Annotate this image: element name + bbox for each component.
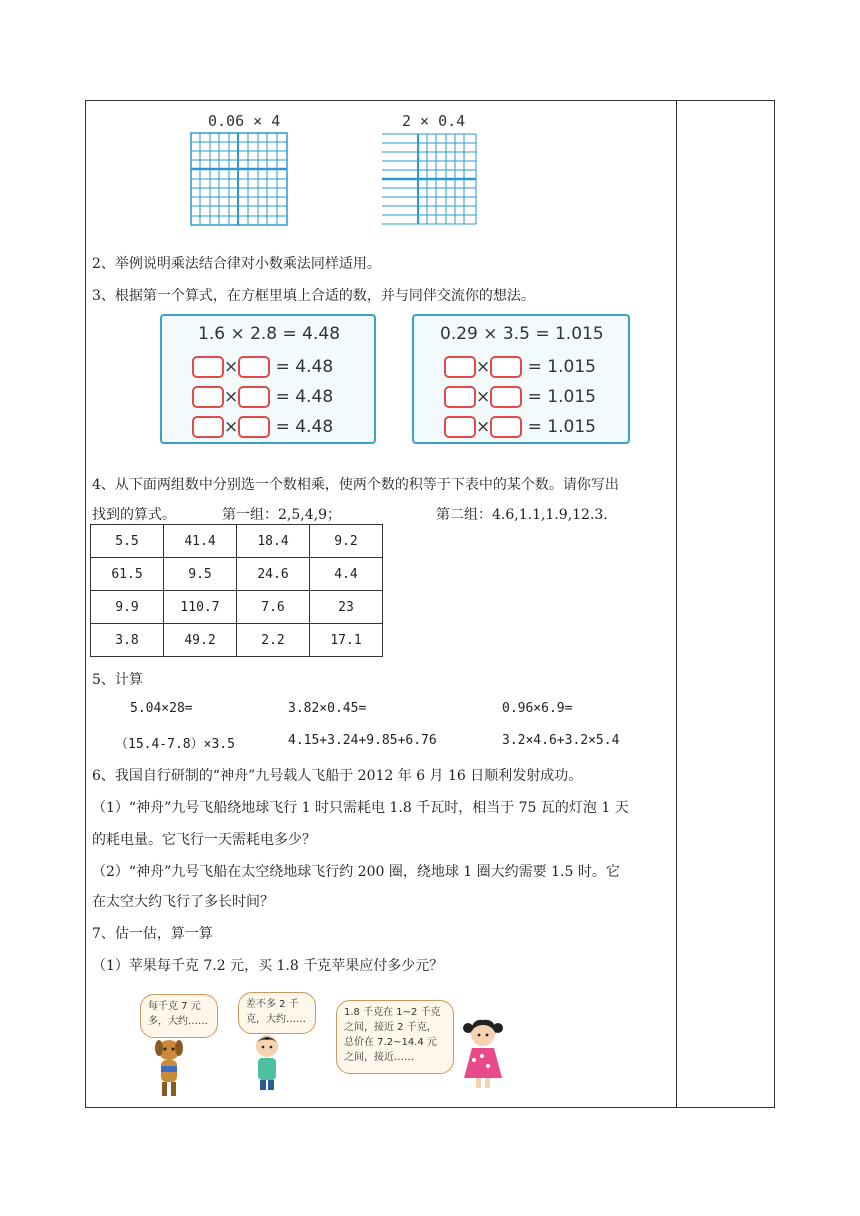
- equation-result: = 4.48: [275, 417, 334, 437]
- equation-result: = 1.015: [527, 357, 596, 377]
- table-cell: 18.4: [237, 525, 310, 558]
- table-cell: 61.5: [91, 558, 164, 591]
- times-sign: ×: [224, 387, 239, 407]
- times-sign: ×: [224, 417, 239, 437]
- calc-item: 3.2×4.6+3.2×5.4: [502, 733, 620, 748]
- answer-box[interactable]: [444, 386, 476, 408]
- answer-box[interactable]: [238, 356, 270, 378]
- equation-row: [414, 416, 658, 438]
- calc-item: 4.15+3.24+9.85+6.76: [288, 733, 437, 748]
- times-sign: ×: [476, 387, 491, 407]
- question-6-1-line1: （1）“神舟”九号飞船绕地球飞行 1 时只需耗电 1.8 千瓦时，相当于 75 瓦的灯泡 1 天: [92, 800, 629, 816]
- question-6-1-line2: 的耗电量。它飞行一天需耗电多少？: [92, 832, 316, 848]
- equation-result: = 1.015: [527, 417, 596, 437]
- girl-character-icon: [458, 1016, 508, 1092]
- answer-box[interactable]: [490, 356, 522, 378]
- question-3: 3、根据第一个算式，在方框里填上合适的数，并与同伴交流你的想法。: [92, 288, 535, 304]
- group-2: 第二组：4.6,1.1,1.9,12.3.: [436, 507, 608, 523]
- speech-bubble-boy: 差不多 2 千克，大约……: [238, 992, 316, 1034]
- question-6-2-line2: 在太空大约飞行了多长时间？: [92, 894, 274, 910]
- equation-result: = 4.48: [275, 357, 334, 377]
- table-cell: 3.8: [91, 624, 164, 657]
- calc-item: 5.04×28=: [130, 701, 193, 716]
- question-7-1: （1）苹果每千克 7.2 元，买 1.8 千克苹果应付多少元？: [92, 958, 444, 974]
- equation-row: [162, 416, 404, 438]
- answer-box[interactable]: [192, 416, 224, 438]
- column-divider: [676, 100, 677, 1108]
- equation-row: [414, 356, 658, 378]
- answer-box[interactable]: [238, 416, 270, 438]
- grid-label-right: 2 × 0.4: [402, 112, 466, 130]
- answer-box[interactable]: [192, 386, 224, 408]
- equation-given-right: 0.29 × 3.5 = 1.015: [440, 324, 604, 344]
- table-cell: 4.4: [310, 558, 383, 591]
- boy-character-icon: [245, 1032, 289, 1092]
- equation-row: [162, 356, 404, 378]
- table-cell: 24.6: [237, 558, 310, 591]
- equation-row: [414, 386, 658, 408]
- calc-item: 0.96×6.9=: [502, 701, 573, 716]
- question-2: 2、举例说明乘法结合律对小数乘法同样适用。: [92, 256, 381, 272]
- grid-figure-right: [380, 112, 480, 228]
- speech-bubble-dog: 每千克 7 元多，大约……: [140, 994, 218, 1038]
- calc-item: 3.82×0.45=: [288, 701, 367, 716]
- equation-result: = 4.48: [275, 387, 334, 407]
- answer-box[interactable]: [238, 386, 270, 408]
- table-row: [91, 525, 383, 558]
- table-cell: 9.5: [164, 558, 237, 591]
- table-row: [91, 624, 383, 657]
- table-row: [91, 591, 383, 624]
- table-cell: 7.6: [237, 591, 310, 624]
- table-cell: 9.9: [91, 591, 164, 624]
- equation-result: = 1.015: [527, 387, 596, 407]
- question-5: 5、计算: [92, 672, 143, 688]
- question-7: 7、估一估，算一算: [92, 926, 213, 942]
- speech-bubble-girl: 1.8 千克在 1~2 千克之间，接近 2 千克，总价在 7.2~14.4 元之间，接近……: [336, 1000, 454, 1074]
- grid-label-left: 0.06 × 4: [208, 112, 281, 130]
- hundred-grid-right: [380, 132, 480, 228]
- times-sign: ×: [476, 417, 491, 437]
- dog-character-icon: [145, 1036, 195, 1100]
- answer-box[interactable]: [444, 356, 476, 378]
- equation-panel-left: [160, 314, 376, 444]
- equation-row: [162, 386, 404, 408]
- question-6-2-line1: （2）“神舟”九号飞船在太空绕地球飞行约 200 圈，绕地球 1 圈大约需要 1.5 时。它: [92, 864, 620, 880]
- calc-item: （15.4-7.8）×3.5: [115, 737, 235, 752]
- equation-given-left: 1.6 × 2.8 = 4.48: [198, 324, 341, 344]
- question-4-line1: 4、从下面两组数中分别选一个数相乘，使两个数的积等于下表中的某个数。请你写出: [92, 477, 619, 493]
- table-cell: 17.1: [310, 624, 383, 657]
- answer-box[interactable]: [192, 356, 224, 378]
- hundred-grid-left: [190, 132, 290, 228]
- table-row: [91, 558, 383, 591]
- equation-panel-right: [412, 314, 630, 444]
- table-cell: 9.2: [310, 525, 383, 558]
- group-1: 第一组：2,5,4,9；: [222, 507, 341, 523]
- table-cell: 5.5: [91, 525, 164, 558]
- table-cell: 23: [310, 591, 383, 624]
- table-cell: 2.2: [237, 624, 310, 657]
- answer-box[interactable]: [444, 416, 476, 438]
- question-6: 6、我国自行研制的“神舟”九号载人飞船于 2012 年 6 月 16 日顺利发射成功。: [92, 768, 583, 784]
- table-cell: 41.4: [164, 525, 237, 558]
- table-cell: 110.7: [164, 591, 237, 624]
- products-table: [90, 524, 383, 657]
- times-sign: ×: [476, 357, 491, 377]
- question-4-line2: 找到的算式。: [92, 507, 176, 523]
- table-cell: 49.2: [164, 624, 237, 657]
- times-sign: ×: [224, 357, 239, 377]
- answer-box[interactable]: [490, 416, 522, 438]
- answer-box[interactable]: [490, 386, 522, 408]
- grid-figure-left: [190, 112, 290, 228]
